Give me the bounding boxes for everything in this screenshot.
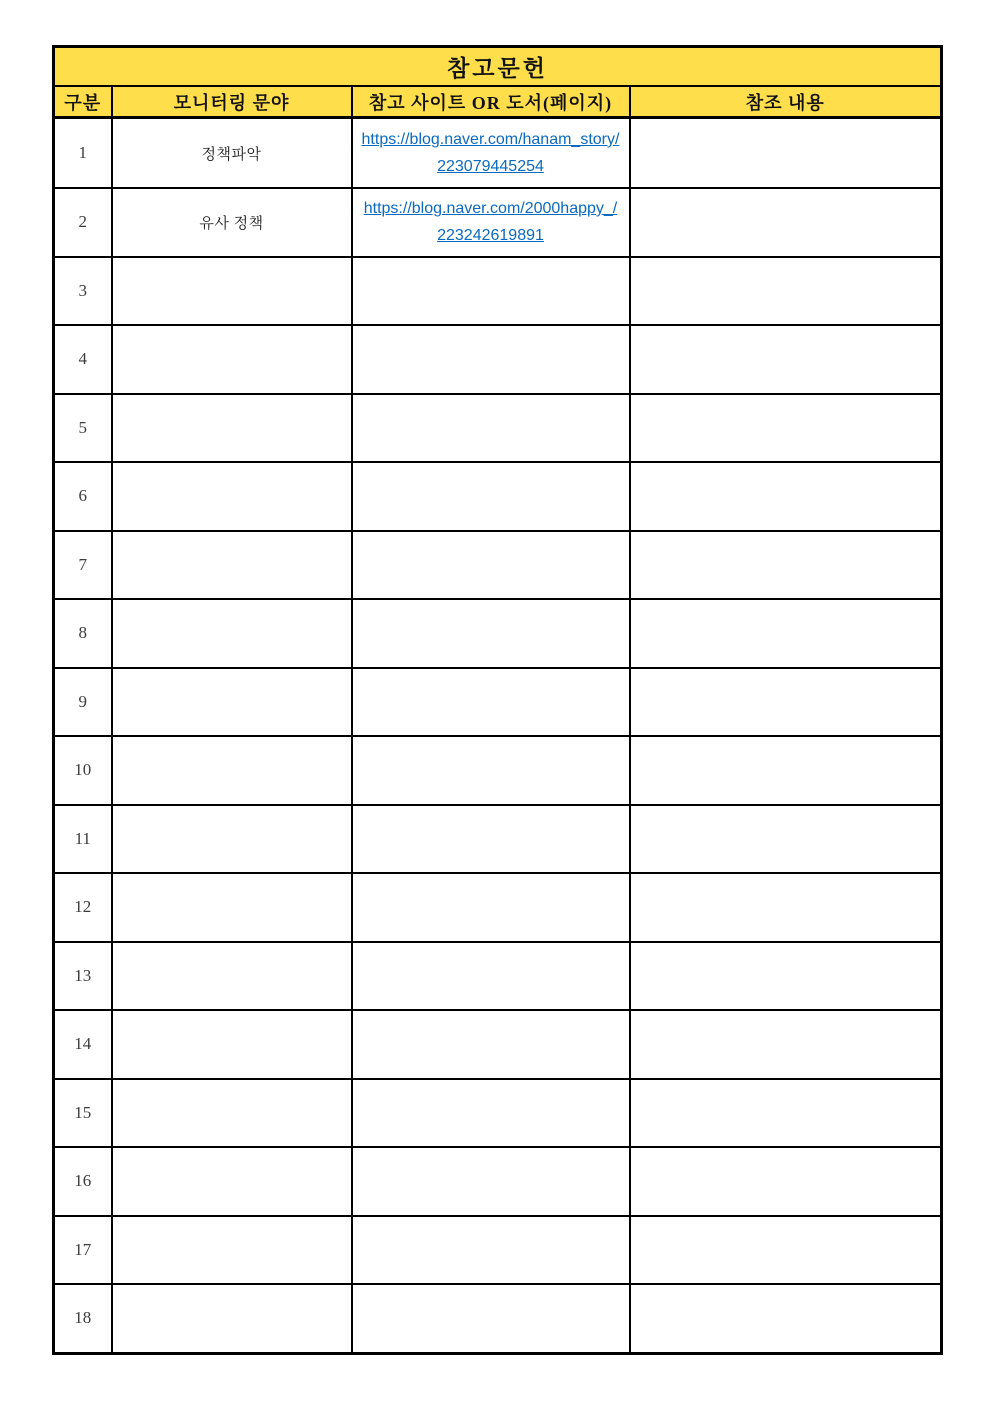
reference-site-cell — [352, 188, 630, 257]
reference-content-cell — [630, 462, 942, 531]
reference-link[interactable]: https://blog.naver.com/hanam_story/223079445254 — [361, 130, 620, 175]
reference-site-cell — [352, 1010, 630, 1079]
reference-content-cell — [630, 188, 942, 257]
monitoring-field-cell — [112, 462, 352, 531]
monitoring-field-cell — [112, 1284, 352, 1353]
reference-content-cell — [630, 599, 942, 668]
monitoring-field-cell — [112, 1147, 352, 1216]
table-row — [54, 1079, 942, 1148]
table-header-row — [54, 86, 942, 118]
references-table — [52, 45, 943, 1355]
table-row — [54, 736, 942, 805]
reference-site-cell — [352, 873, 630, 942]
table-title: 참고문헌 — [54, 47, 942, 87]
row-number: 13 — [54, 942, 112, 1011]
table-row — [54, 599, 942, 668]
row-number: 11 — [54, 805, 112, 874]
table-row — [54, 462, 942, 531]
reference-site-cell — [352, 805, 630, 874]
table-row — [54, 257, 942, 326]
monitoring-field-cell — [112, 1079, 352, 1148]
reference-site-cell — [352, 462, 630, 531]
table-row — [54, 1010, 942, 1079]
reference-content-cell — [630, 257, 942, 326]
table-row — [54, 531, 942, 600]
table-body — [54, 118, 942, 1354]
monitoring-field-cell — [112, 257, 352, 326]
table-title-row — [54, 47, 942, 87]
reference-content-cell — [630, 942, 942, 1011]
row-number: 9 — [54, 668, 112, 737]
row-number: 4 — [54, 325, 112, 394]
row-number: 10 — [54, 736, 112, 805]
row-number: 14 — [54, 1010, 112, 1079]
monitoring-field-cell — [112, 942, 352, 1011]
monitoring-field-cell — [112, 1216, 352, 1285]
monitoring-field-cell — [112, 599, 352, 668]
table-row — [54, 325, 942, 394]
reference-content-cell — [630, 325, 942, 394]
reference-site-cell — [352, 599, 630, 668]
row-number: 1 — [54, 118, 112, 189]
reference-content-cell — [630, 668, 942, 737]
row-number: 5 — [54, 394, 112, 463]
row-number: 16 — [54, 1147, 112, 1216]
reference-site-cell — [352, 257, 630, 326]
row-number: 7 — [54, 531, 112, 600]
table-row — [54, 394, 942, 463]
row-number: 15 — [54, 1079, 112, 1148]
monitoring-field-cell: 정책파악 — [112, 118, 352, 189]
table-row — [54, 668, 942, 737]
monitoring-field-cell — [112, 394, 352, 463]
reference-site-cell — [352, 118, 630, 189]
monitoring-field-cell — [112, 325, 352, 394]
col-header-reference-content: 참조 내용 — [630, 86, 942, 118]
reference-content-cell — [630, 805, 942, 874]
monitoring-field-cell — [112, 668, 352, 737]
reference-content-cell — [630, 1216, 942, 1285]
reference-content-cell — [630, 873, 942, 942]
reference-content-cell — [630, 1284, 942, 1353]
monitoring-field-cell — [112, 805, 352, 874]
table-row — [54, 1284, 942, 1353]
col-header-monitoring-field: 모니터링 문야 — [112, 86, 352, 118]
col-header-reference-site: 참고 사이트 OR 도서(페이지) — [352, 86, 630, 118]
reference-content-cell — [630, 1147, 942, 1216]
table-row — [54, 1216, 942, 1285]
row-number: 3 — [54, 257, 112, 326]
reference-site-cell — [352, 942, 630, 1011]
reference-site-cell — [352, 325, 630, 394]
reference-content-cell — [630, 1079, 942, 1148]
monitoring-field-cell — [112, 1010, 352, 1079]
table-row — [54, 873, 942, 942]
row-number: 18 — [54, 1284, 112, 1353]
monitoring-field-cell — [112, 873, 352, 942]
reference-content-cell — [630, 1010, 942, 1079]
col-header-category: 구분 — [54, 86, 112, 118]
row-number: 17 — [54, 1216, 112, 1285]
reference-site-cell — [352, 394, 630, 463]
row-number: 2 — [54, 188, 112, 257]
reference-site-cell — [352, 736, 630, 805]
reference-content-cell — [630, 736, 942, 805]
reference-site-cell — [352, 668, 630, 737]
table-row — [54, 805, 942, 874]
reference-content-cell — [630, 394, 942, 463]
monitoring-field-cell: 유사 정책 — [112, 188, 352, 257]
table-row — [54, 188, 942, 257]
table-row — [54, 942, 942, 1011]
reference-site-cell — [352, 1079, 630, 1148]
row-number: 6 — [54, 462, 112, 531]
reference-content-cell — [630, 531, 942, 600]
table-row — [54, 1147, 942, 1216]
reference-site-cell — [352, 531, 630, 600]
reference-link[interactable]: https://blog.naver.com/2000happy_/223242619891 — [363, 200, 618, 245]
row-number: 12 — [54, 873, 112, 942]
monitoring-field-cell — [112, 531, 352, 600]
reference-content-cell — [630, 118, 942, 189]
reference-site-cell — [352, 1147, 630, 1216]
reference-site-cell — [352, 1216, 630, 1285]
table-row — [54, 118, 942, 189]
monitoring-field-cell — [112, 736, 352, 805]
row-number: 8 — [54, 599, 112, 668]
reference-site-cell — [352, 1284, 630, 1353]
